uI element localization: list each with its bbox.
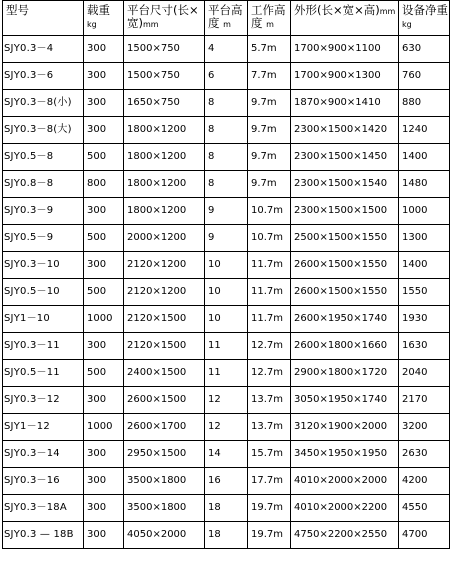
- dimensions-cell: 1870×900×1410: [291, 90, 399, 117]
- weight-cell: 880: [399, 90, 450, 117]
- load-cell: 300: [84, 198, 124, 225]
- dimensions-cell: 2600×1950×1740: [291, 306, 399, 333]
- model-cell: SJY0.3－11: [3, 333, 84, 360]
- platform-height-cell: 8: [205, 90, 248, 117]
- dimensions-cell: 1700×900×1100: [291, 36, 399, 63]
- header-platform-height: [205, 1, 248, 36]
- model-cell: SJY0.3－14: [3, 441, 84, 468]
- platform-size-cell: 2000×1200: [124, 225, 205, 252]
- table-body: [3, 1, 450, 549]
- table-row: [3, 468, 450, 495]
- model-cell: SJY0.3－6: [3, 63, 84, 90]
- table-row: [3, 198, 450, 225]
- model-cell: SJY0.3－18A: [3, 495, 84, 522]
- weight-cell: 1400: [399, 252, 450, 279]
- weight-cell: 3200: [399, 414, 450, 441]
- table-row: [3, 522, 450, 549]
- dimensions-cell: 4010×2000×2200: [291, 495, 399, 522]
- header-platform-size: [124, 1, 205, 36]
- platform-size-cell: 2120×1500: [124, 333, 205, 360]
- weight-cell: 4200: [399, 468, 450, 495]
- platform-height-cell: 9: [205, 198, 248, 225]
- platform-size-cell: 3500×1800: [124, 495, 205, 522]
- weight-cell: 760: [399, 63, 450, 90]
- platform-size-cell: 2950×1500: [124, 441, 205, 468]
- working-height-cell: 12.7m: [248, 360, 291, 387]
- weight-cell: 2170: [399, 387, 450, 414]
- load-cell: 300: [84, 441, 124, 468]
- platform-size-cell: 2120×1200: [124, 252, 205, 279]
- header-row: [3, 1, 450, 36]
- header-dimensions-label: 外形(长×宽×高): [294, 3, 380, 17]
- load-cell: 300: [84, 495, 124, 522]
- table-row: [3, 360, 450, 387]
- platform-height-cell: 11: [205, 360, 248, 387]
- weight-cell: 1550: [399, 279, 450, 306]
- table-row: [3, 36, 450, 63]
- dimensions-cell: 3120×1900×2000: [291, 414, 399, 441]
- header-load: [84, 1, 124, 36]
- working-height-cell: 12.7m: [248, 333, 291, 360]
- load-cell: 500: [84, 144, 124, 171]
- spec-table: [2, 0, 450, 549]
- model-cell: SJY0.3－8(大): [3, 117, 84, 144]
- platform-size-cell: 2120×1200: [124, 279, 205, 306]
- model-cell: SJY0.3－12: [3, 387, 84, 414]
- header-dimensions-unit: mm: [379, 7, 396, 16]
- platform-size-cell: 1800×1200: [124, 144, 205, 171]
- platform-size-cell: 3500×1800: [124, 468, 205, 495]
- header-model-label: 型号: [6, 3, 29, 17]
- table-row: [3, 441, 450, 468]
- platform-size-cell: 1500×750: [124, 63, 205, 90]
- weight-cell: 4550: [399, 495, 450, 522]
- working-height-cell: 11.7m: [248, 252, 291, 279]
- table-row: [3, 90, 450, 117]
- load-cell: 500: [84, 279, 124, 306]
- load-cell: 300: [84, 36, 124, 63]
- dimensions-cell: 3050×1950×1740: [291, 387, 399, 414]
- load-cell: 300: [84, 333, 124, 360]
- dimensions-cell: 2300×1500×1450: [291, 144, 399, 171]
- header-load-unit: kg: [87, 20, 97, 29]
- header-weight-label: 设备净重: [402, 3, 448, 17]
- header-load-label: 载重: [87, 3, 110, 17]
- table-row: [3, 387, 450, 414]
- platform-height-cell: 12: [205, 414, 248, 441]
- model-cell: SJY0.3－9: [3, 198, 84, 225]
- dimensions-cell: 3450×1950×1950: [291, 441, 399, 468]
- platform-size-cell: 2600×1700: [124, 414, 205, 441]
- weight-cell: 1400: [399, 144, 450, 171]
- dimensions-cell: 1700×900×1300: [291, 63, 399, 90]
- model-cell: SJY0.3－8(小): [3, 90, 84, 117]
- header-working-height-label: 工作高度: [251, 3, 286, 30]
- weight-cell: 1000: [399, 198, 450, 225]
- platform-height-cell: 12: [205, 387, 248, 414]
- load-cell: 1000: [84, 414, 124, 441]
- platform-size-cell: 4050×2000: [124, 522, 205, 549]
- model-cell: SJY0.5－10: [3, 279, 84, 306]
- table-row: [3, 144, 450, 171]
- weight-cell: 2630: [399, 441, 450, 468]
- platform-height-cell: 10: [205, 279, 248, 306]
- table-row: [3, 279, 450, 306]
- table-row: [3, 495, 450, 522]
- dimensions-cell: 2300×1500×1420: [291, 117, 399, 144]
- load-cell: 300: [84, 522, 124, 549]
- dimensions-cell: 2600×1500×1550: [291, 279, 399, 306]
- header-model: [3, 1, 84, 36]
- load-cell: 500: [84, 360, 124, 387]
- working-height-cell: 9.7m: [248, 144, 291, 171]
- working-height-cell: 19.7m: [248, 495, 291, 522]
- table-row: [3, 306, 450, 333]
- model-cell: SJY0.3－16: [3, 468, 84, 495]
- dimensions-cell: 2300×1500×1540: [291, 171, 399, 198]
- working-height-cell: 9.7m: [248, 117, 291, 144]
- weight-cell: 4700: [399, 522, 450, 549]
- working-height-cell: 17.7m: [248, 468, 291, 495]
- dimensions-cell: 2500×1500×1550: [291, 225, 399, 252]
- working-height-cell: 11.7m: [248, 279, 291, 306]
- platform-size-cell: 2400×1500: [124, 360, 205, 387]
- model-cell: SJY0.3 — 18B: [3, 522, 84, 549]
- working-height-cell: 13.7m: [248, 387, 291, 414]
- weight-cell: 1300: [399, 225, 450, 252]
- model-cell: SJY0.5－9: [3, 225, 84, 252]
- header-platform-height-label: 平台高度: [208, 3, 243, 30]
- working-height-cell: 5.7m: [248, 36, 291, 63]
- working-height-cell: 19.7m: [248, 522, 291, 549]
- header-dimensions: [291, 1, 399, 36]
- load-cell: 300: [84, 90, 124, 117]
- table-row: [3, 225, 450, 252]
- header-weight-unit: kg: [402, 20, 412, 29]
- platform-height-cell: 10: [205, 252, 248, 279]
- model-cell: SJY1－10: [3, 306, 84, 333]
- header-platform-size-unit: mm: [143, 20, 159, 29]
- platform-height-cell: 8: [205, 144, 248, 171]
- header-platform-size-label: 平台尺寸(长×宽): [127, 3, 199, 30]
- table-row: [3, 117, 450, 144]
- platform-size-cell: 1650×750: [124, 90, 205, 117]
- working-height-cell: 13.7m: [248, 414, 291, 441]
- dimensions-cell: 2300×1500×1500: [291, 198, 399, 225]
- table-row: [3, 333, 450, 360]
- working-height-cell: 10.7m: [248, 198, 291, 225]
- load-cell: 300: [84, 387, 124, 414]
- dimensions-cell: 2600×1800×1660: [291, 333, 399, 360]
- platform-size-cell: 2120×1500: [124, 306, 205, 333]
- platform-size-cell: 2600×1500: [124, 387, 205, 414]
- working-height-cell: 7.7m: [248, 63, 291, 90]
- load-cell: 800: [84, 171, 124, 198]
- platform-height-cell: 10: [205, 306, 248, 333]
- platform-height-cell: 4: [205, 36, 248, 63]
- platform-size-cell: 1800×1200: [124, 171, 205, 198]
- platform-height-cell: 9: [205, 225, 248, 252]
- load-cell: 300: [84, 252, 124, 279]
- platform-size-cell: 1800×1200: [124, 117, 205, 144]
- platform-height-cell: 11: [205, 333, 248, 360]
- dimensions-cell: 2900×1800×1720: [291, 360, 399, 387]
- model-cell: SJY0.3－10: [3, 252, 84, 279]
- load-cell: 500: [84, 225, 124, 252]
- working-height-cell: 10.7m: [248, 225, 291, 252]
- platform-height-cell: 8: [205, 171, 248, 198]
- weight-cell: 1480: [399, 171, 450, 198]
- platform-height-cell: 6: [205, 63, 248, 90]
- working-height-cell: 11.7m: [248, 306, 291, 333]
- header-weight: [399, 1, 450, 36]
- platform-height-cell: 16: [205, 468, 248, 495]
- working-height-cell: 15.7m: [248, 441, 291, 468]
- table-row: [3, 252, 450, 279]
- model-cell: SJY0.5－11: [3, 360, 84, 387]
- header-platform-height-unit: m: [223, 20, 231, 29]
- weight-cell: 1930: [399, 306, 450, 333]
- platform-height-cell: 18: [205, 495, 248, 522]
- load-cell: 1000: [84, 306, 124, 333]
- weight-cell: 2040: [399, 360, 450, 387]
- platform-height-cell: 14: [205, 441, 248, 468]
- model-cell: SJY0.8－8: [3, 171, 84, 198]
- header-working-height-unit: m: [266, 20, 274, 29]
- platform-height-cell: 18: [205, 522, 248, 549]
- working-height-cell: 9.7m: [248, 171, 291, 198]
- model-cell: SJY0.5－8: [3, 144, 84, 171]
- platform-height-cell: 8: [205, 117, 248, 144]
- weight-cell: 1630: [399, 333, 450, 360]
- load-cell: 300: [84, 117, 124, 144]
- platform-size-cell: 1500×750: [124, 36, 205, 63]
- dimensions-cell: 2600×1500×1550: [291, 252, 399, 279]
- table-row: [3, 171, 450, 198]
- model-cell: SJY0.3－4: [3, 36, 84, 63]
- load-cell: 300: [84, 63, 124, 90]
- table-row: [3, 63, 450, 90]
- weight-cell: 630: [399, 36, 450, 63]
- dimensions-cell: 4750×2200×2550: [291, 522, 399, 549]
- header-working-height: [248, 1, 291, 36]
- platform-size-cell: 1800×1200: [124, 198, 205, 225]
- weight-cell: 1240: [399, 117, 450, 144]
- load-cell: 300: [84, 468, 124, 495]
- dimensions-cell: 4010×2000×2000: [291, 468, 399, 495]
- table-row: [3, 414, 450, 441]
- working-height-cell: 9.7m: [248, 90, 291, 117]
- model-cell: SJY1－12: [3, 414, 84, 441]
